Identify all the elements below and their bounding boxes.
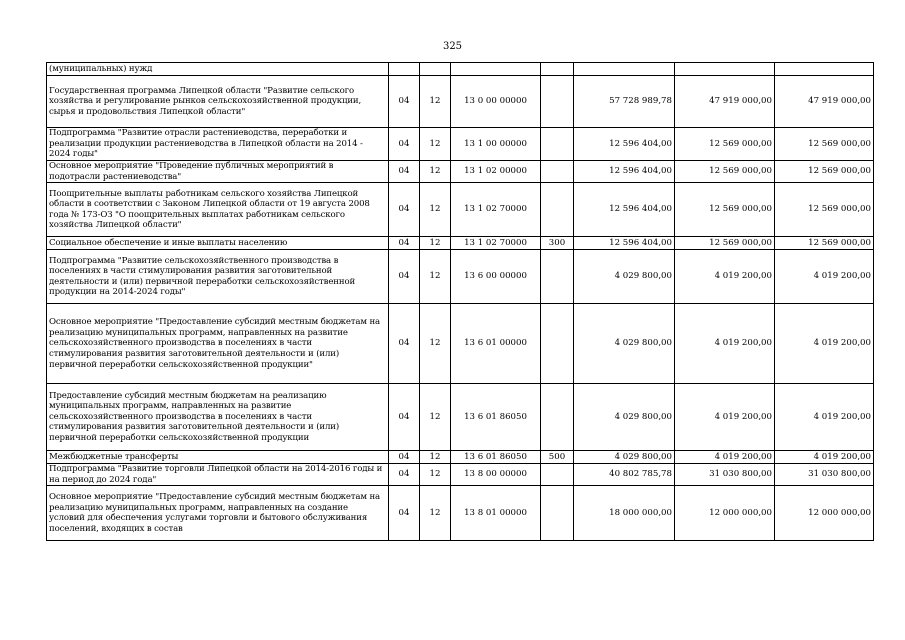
cell-target-article: 13 1 00 00000	[451, 128, 541, 161]
cell-name: Основное мероприятие "Предоставление субсидий местным бюджетам на реализацию муниципальных программ, направленных на развитие сельскохозяйственного производства в поселениях в части стимулирования развития заготовительной деятельности и (или) первичной переработки сельскохозяйственной продукции"	[47, 304, 389, 384]
cell-subsection: 12	[420, 128, 451, 161]
cell-expense-type	[541, 250, 574, 304]
table-row	[47, 237, 874, 250]
cell-section: 04	[389, 161, 420, 183]
cell-name: Подпрограмма "Развитие торговли Липецкой области на 2014-2016 годы и на период до 2024 года"	[47, 464, 389, 486]
cell-subsection: 12	[420, 304, 451, 384]
cell-amount-year-1: 40 802 785,78	[574, 464, 675, 486]
cell-amount-year-2: 4 019 200,00	[675, 451, 775, 464]
cell-name: Основное мероприятие "Проведение публичных мероприятий в подотрасли растениеводства"	[47, 161, 389, 183]
cell-subsection: 12	[420, 451, 451, 464]
cell-subsection: 12	[420, 183, 451, 237]
cell-amount-year-1: 12 596 404,00	[574, 183, 675, 237]
cell-target-article: 13 1 02 70000	[451, 183, 541, 237]
cell-name: Подпрограмма "Развитие сельскохозяйственного производства в поселениях в части стимулирования развития заготовительной деятельности и (или) первичной переработки сельскохозяйственной продукции на 2014-2024 годы"	[47, 250, 389, 304]
cell-section	[389, 63, 420, 76]
cell-expense-type	[541, 304, 574, 384]
cell-expense-type	[541, 464, 574, 486]
cell-expense-type	[541, 384, 574, 451]
cell-subsection: 12	[420, 486, 451, 541]
cell-name: (муниципальных) нужд	[47, 63, 389, 76]
cell-expense-type	[541, 161, 574, 183]
table-row	[47, 384, 874, 451]
cell-name: Предоставление субсидий местным бюджетам на реализацию муниципальных программ, направленных на развитие сельскохозяйственного производства в поселениях в части стимулирования развития заготовительной деятельности и (или) первичной переработки сельскохозяйственной продукции	[47, 384, 389, 451]
cell-amount-year-3	[775, 63, 874, 76]
table-body	[47, 63, 874, 541]
cell-name: Социальное обеспечение и иные выплаты населению	[47, 237, 389, 250]
cell-name: Подпрограмма "Развитие отрасли растениеводства, переработки и реализации продукции растениеводства в Липецкой области на 2014 - 2024 годы"	[47, 128, 389, 161]
cell-target-article: 13 6 01 86050	[451, 384, 541, 451]
cell-subsection	[420, 63, 451, 76]
cell-section: 04	[389, 384, 420, 451]
cell-amount-year-3: 12 569 000,00	[775, 161, 874, 183]
table-row	[47, 464, 874, 486]
table-row	[47, 304, 874, 384]
cell-amount-year-2: 12 569 000,00	[675, 128, 775, 161]
cell-expense-type	[541, 486, 574, 541]
page-number: 325	[442, 41, 463, 52]
cell-target-article: 13 8 00 00000	[451, 464, 541, 486]
cell-amount-year-3: 4 019 200,00	[775, 250, 874, 304]
cell-section: 04	[389, 304, 420, 384]
cell-amount-year-3: 4 019 200,00	[775, 451, 874, 464]
cell-target-article: 13 6 00 00000	[451, 250, 541, 304]
cell-target-article: 13 1 02 00000	[451, 161, 541, 183]
cell-name: Основное мероприятие "Предоставление субсидий местным бюджетам на реализацию муниципальных программ, направленных на создание условий для обеспечения услугами торговли и бытового обслуживания поселений, входящих в состав	[47, 486, 389, 541]
cell-amount-year-2	[675, 63, 775, 76]
cell-expense-type	[541, 76, 574, 128]
cell-expense-type	[541, 183, 574, 237]
cell-section: 04	[389, 486, 420, 541]
cell-section: 04	[389, 128, 420, 161]
table-row	[47, 486, 874, 541]
cell-subsection: 12	[420, 237, 451, 250]
cell-name: Межбюджетные трансферты	[47, 451, 389, 464]
table-row	[47, 63, 874, 76]
cell-amount-year-3: 4 019 200,00	[775, 384, 874, 451]
cell-section: 04	[389, 451, 420, 464]
cell-target-article: 13 6 01 00000	[451, 304, 541, 384]
cell-subsection: 12	[420, 250, 451, 304]
cell-section: 04	[389, 250, 420, 304]
cell-amount-year-1: 4 029 800,00	[574, 451, 675, 464]
cell-amount-year-2: 12 569 000,00	[675, 161, 775, 183]
cell-amount-year-1: 57 728 989,78	[574, 76, 675, 128]
cell-subsection: 12	[420, 384, 451, 451]
cell-amount-year-2: 31 030 800,00	[675, 464, 775, 486]
cell-amount-year-3: 12 569 000,00	[775, 237, 874, 250]
table-row	[47, 161, 874, 183]
cell-amount-year-1	[574, 63, 675, 76]
cell-subsection: 12	[420, 76, 451, 128]
cell-amount-year-2: 12 569 000,00	[675, 183, 775, 237]
cell-target-article: 13 6 01 86050	[451, 451, 541, 464]
cell-target-article: 13 8 01 00000	[451, 486, 541, 541]
cell-amount-year-2: 47 919 000,00	[675, 76, 775, 128]
cell-target-article: 13 0 00 00000	[451, 76, 541, 128]
cell-target-article: 13 1 02 70000	[451, 237, 541, 250]
cell-expense-type: 300	[541, 237, 574, 250]
table-row	[47, 183, 874, 237]
cell-subsection: 12	[420, 161, 451, 183]
cell-name: Государственная программа Липецкой области "Развитие сельского хозяйства и регулирование рынков сельскохозяйственной продукции, сырья и продовольствия Липецкой области"	[47, 76, 389, 128]
cell-section: 04	[389, 183, 420, 237]
cell-amount-year-3: 4 019 200,00	[775, 304, 874, 384]
cell-amount-year-3: 12 000 000,00	[775, 486, 874, 541]
cell-amount-year-1: 12 596 404,00	[574, 237, 675, 250]
cell-name: Поощрительные выплаты работникам сельского хозяйства Липецкой области в соответствии с Законом Липецкой области от 19 августа 2008 года № 173-ОЗ "О поощрительных выплатах работникам сельского хозяйства Липецкой области"	[47, 183, 389, 237]
cell-amount-year-1: 4 029 800,00	[574, 250, 675, 304]
cell-amount-year-3: 12 569 000,00	[775, 183, 874, 237]
table-row	[47, 76, 874, 128]
cell-section: 04	[389, 464, 420, 486]
budget-table	[46, 62, 874, 541]
cell-expense-type: 500	[541, 451, 574, 464]
cell-section: 04	[389, 237, 420, 250]
cell-expense-type	[541, 63, 574, 76]
table-row	[47, 451, 874, 464]
table-row	[47, 250, 874, 304]
cell-amount-year-3: 31 030 800,00	[775, 464, 874, 486]
cell-amount-year-2: 12 000 000,00	[675, 486, 775, 541]
cell-amount-year-1: 4 029 800,00	[574, 384, 675, 451]
cell-amount-year-2: 12 569 000,00	[675, 237, 775, 250]
cell-amount-year-2: 4 019 200,00	[675, 250, 775, 304]
cell-target-article	[451, 63, 541, 76]
cell-amount-year-1: 18 000 000,00	[574, 486, 675, 541]
cell-section: 04	[389, 76, 420, 128]
cell-amount-year-3: 12 569 000,00	[775, 128, 874, 161]
cell-amount-year-1: 12 596 404,00	[574, 161, 675, 183]
cell-amount-year-3: 47 919 000,00	[775, 76, 874, 128]
cell-amount-year-1: 4 029 800,00	[574, 304, 675, 384]
table-row	[47, 128, 874, 161]
cell-expense-type	[541, 128, 574, 161]
cell-amount-year-1: 12 596 404,00	[574, 128, 675, 161]
cell-amount-year-2: 4 019 200,00	[675, 384, 775, 451]
cell-subsection: 12	[420, 464, 451, 486]
cell-amount-year-2: 4 019 200,00	[675, 304, 775, 384]
